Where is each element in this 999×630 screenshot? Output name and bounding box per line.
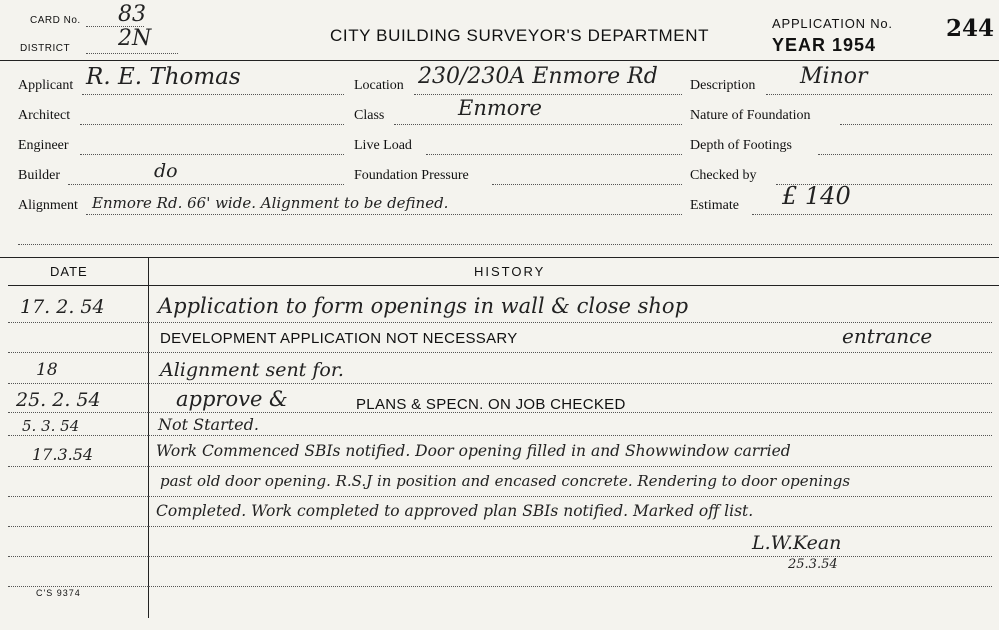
depth-of-footings-label: Depth of Footings [690,138,792,153]
date-column-header: DATE [50,264,88,279]
history-date: 17. 2. 54 [20,296,105,318]
engineer-label: Engineer [18,138,69,153]
applicant-label: Applicant [18,78,74,93]
history-date: 25. 2. 54 [16,389,101,411]
history-text: Alignment sent for. [160,359,344,381]
plans-checked-stamp: PLANS & SPECN. ON JOB CHECKED [356,396,626,413]
signature-date: 25.3.54 [788,557,838,572]
history-text: Completed. Work completed to approved plan SBIs notified. Marked off list. [156,502,754,520]
alignment-label: Alignment [18,198,78,213]
nature-of-foundation-label: Nature of Foundation [690,108,811,123]
builder-value: do [154,160,178,182]
history-column-header: HISTORY [474,264,546,279]
card-no-value: 83 [118,2,146,27]
history-date: 5. 3. 54 [22,417,80,435]
class-label: Class [354,108,385,123]
history-text: past old door opening. R.S.J in position and encased concrete. Rendering to door openings [160,472,851,490]
estimate-label: Estimate [690,198,739,213]
foundation-pressure-label: Foundation Pressure [354,168,469,183]
description-label: Description [690,78,756,93]
history-date: 17.3.54 [32,445,94,464]
development-stamp: DEVELOPMENT APPLICATION NOT NECESSARY [160,330,518,347]
history-text: approve & [176,387,288,411]
estimate-value: £ 140 [782,182,851,210]
application-no-label: APPLICATION No. [772,16,893,31]
district-value: 2N [118,26,152,51]
history-text: Work Commenced SBIs notified. Door opening filled in and Showwindow carried [156,442,791,460]
history-text: Application to form openings in wall & close shop [158,294,689,318]
location-label: Location [354,78,404,93]
live-load-label: Live Load [354,138,412,153]
department-title: CITY BUILDING SURVEYOR'S DEPARTMENT [330,26,710,45]
alignment-value: Enmore Rd. 66' wide. Alignment to be defined. [92,194,449,212]
card-no-label: CARD No. [30,15,81,26]
architect-label: Architect [18,108,71,123]
year-label: YEAR 1954 [772,35,877,55]
location-value: 230/230A Enmore Rd [418,64,658,89]
class-value: Enmore [458,96,542,120]
description-value: Minor [800,64,868,89]
applicant-value: R. E. Thomas [86,64,241,90]
form-code: C'S 9374 [36,588,81,598]
builder-label: Builder [18,168,60,183]
checked-by-label: Checked by [690,168,757,183]
history-date: 18 [36,360,58,380]
history-text: Not Started. [158,415,259,434]
signature: L.W.Kean [752,532,842,554]
history-text: entrance [842,324,933,348]
district-label: DISTRICT [20,43,71,54]
application-no-value: 244 [946,15,995,42]
